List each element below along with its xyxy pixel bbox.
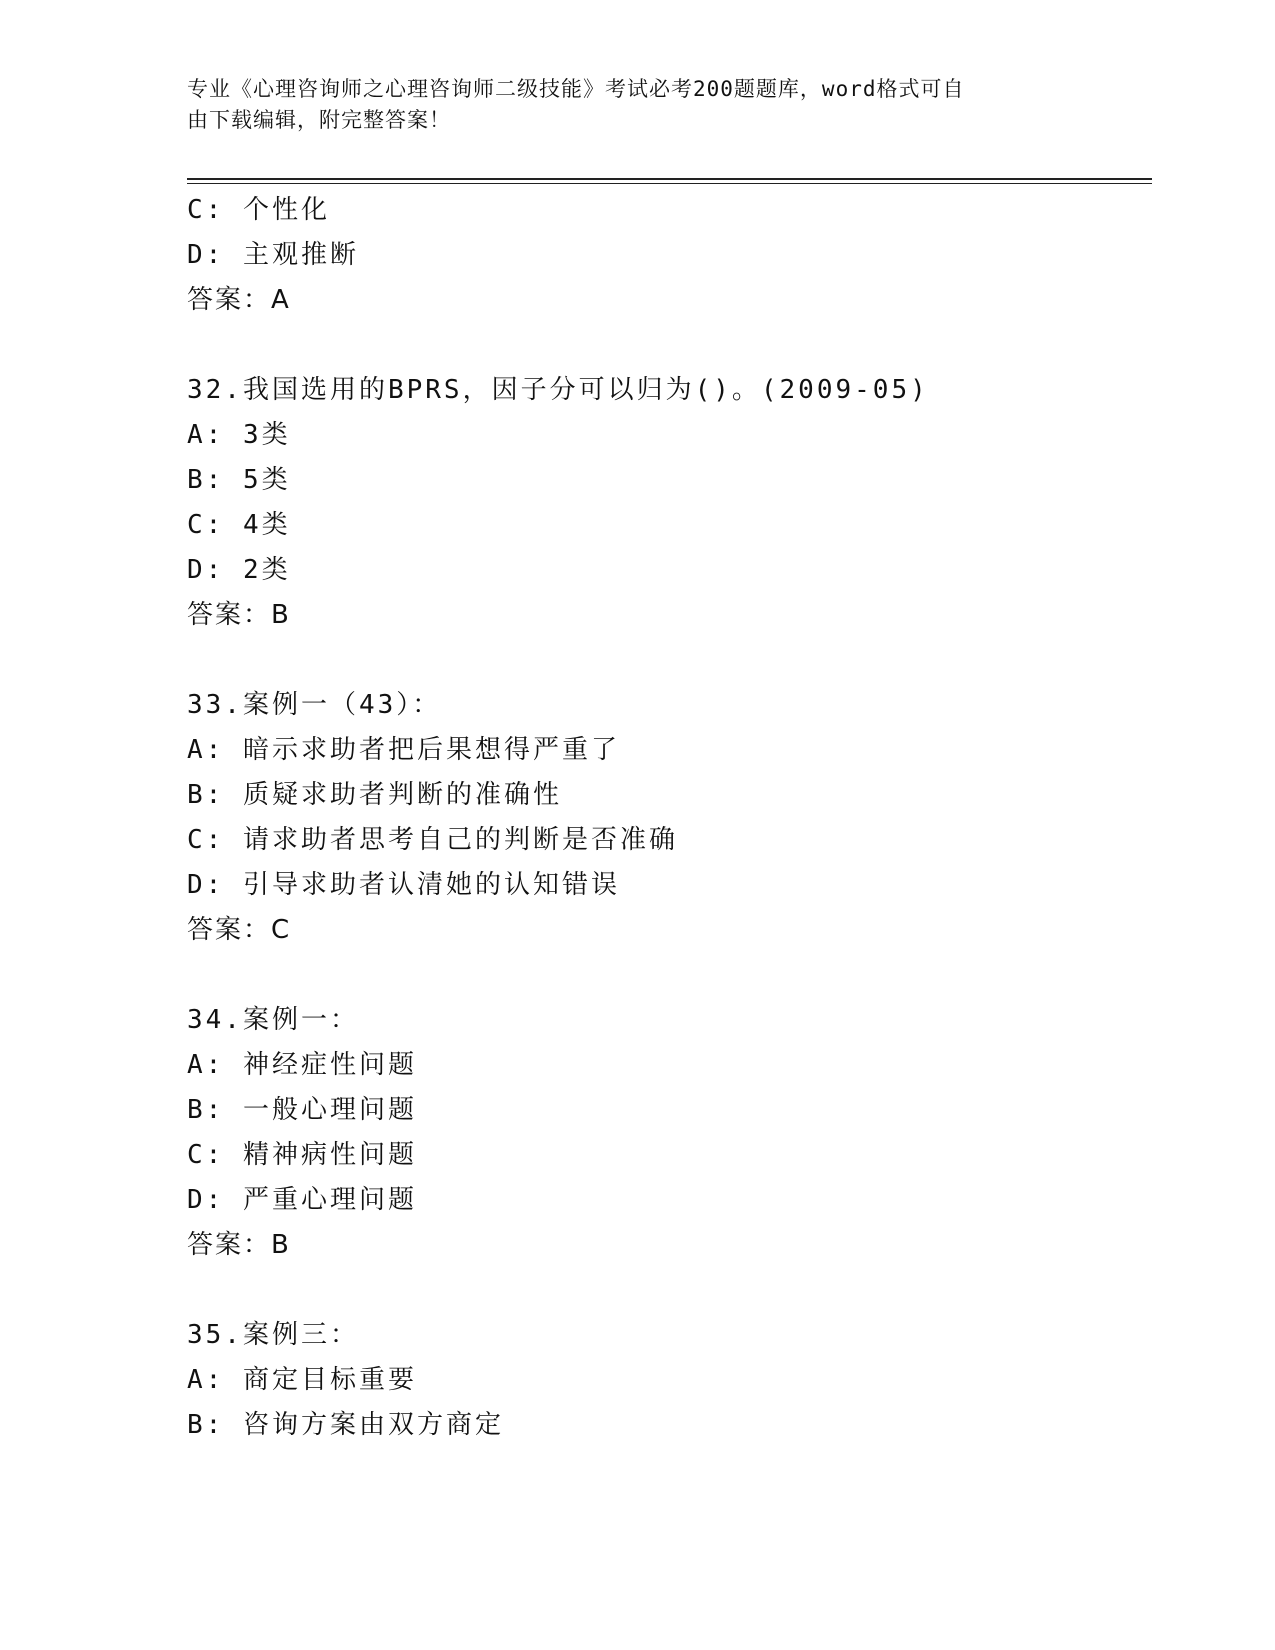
option-a: A: 神经症性问题 xyxy=(187,1050,417,1080)
document-header xyxy=(187,74,1067,136)
option-c: C: 个性化 xyxy=(187,195,330,225)
option-c: C: 请求助者思考自己的判断是否准确 xyxy=(187,825,678,855)
question-32: 32.我国选用的BPRS，因子分可以归为()。(2009-05) xyxy=(187,375,929,405)
option-b: B: 咨询方案由双方商定 xyxy=(187,1410,504,1440)
option-b: B: 5类 xyxy=(187,465,291,495)
header-line-2: 由下载编辑，附完整答案！ xyxy=(187,108,451,132)
answer-line: 答案：B xyxy=(187,1230,291,1260)
answer-line: 答案：B xyxy=(187,600,291,630)
header-divider-thin xyxy=(187,183,1152,184)
answer-line: 答案：A xyxy=(187,285,291,315)
option-d: D: 2类 xyxy=(187,555,291,585)
option-a: A: 暗示求助者把后果想得严重了 xyxy=(187,735,620,765)
question-33: 33.案例一（43）： xyxy=(187,690,442,720)
header-divider xyxy=(187,178,1152,180)
option-b: B: 一般心理问题 xyxy=(187,1095,417,1125)
answer-line: 答案：C xyxy=(187,915,292,945)
option-b: B: 质疑求助者判断的准确性 xyxy=(187,780,562,810)
option-d: D: 严重心理问题 xyxy=(187,1185,417,1215)
question-35: 35.案例三： xyxy=(187,1320,359,1350)
option-d: D: 引导求助者认清她的认知错误 xyxy=(187,870,620,900)
option-c: C: 4类 xyxy=(187,510,291,540)
option-a: A: 3类 xyxy=(187,420,291,450)
option-a: A: 商定目标重要 xyxy=(187,1365,417,1395)
question-34: 34.案例一： xyxy=(187,1005,359,1035)
header-line-1: 专业《心理咨询师之心理咨询师二级技能》考试必考200题题库，word格式可自 xyxy=(187,77,965,101)
option-d: D: 主观推断 xyxy=(187,240,359,270)
option-c: C: 精神病性问题 xyxy=(187,1140,417,1170)
